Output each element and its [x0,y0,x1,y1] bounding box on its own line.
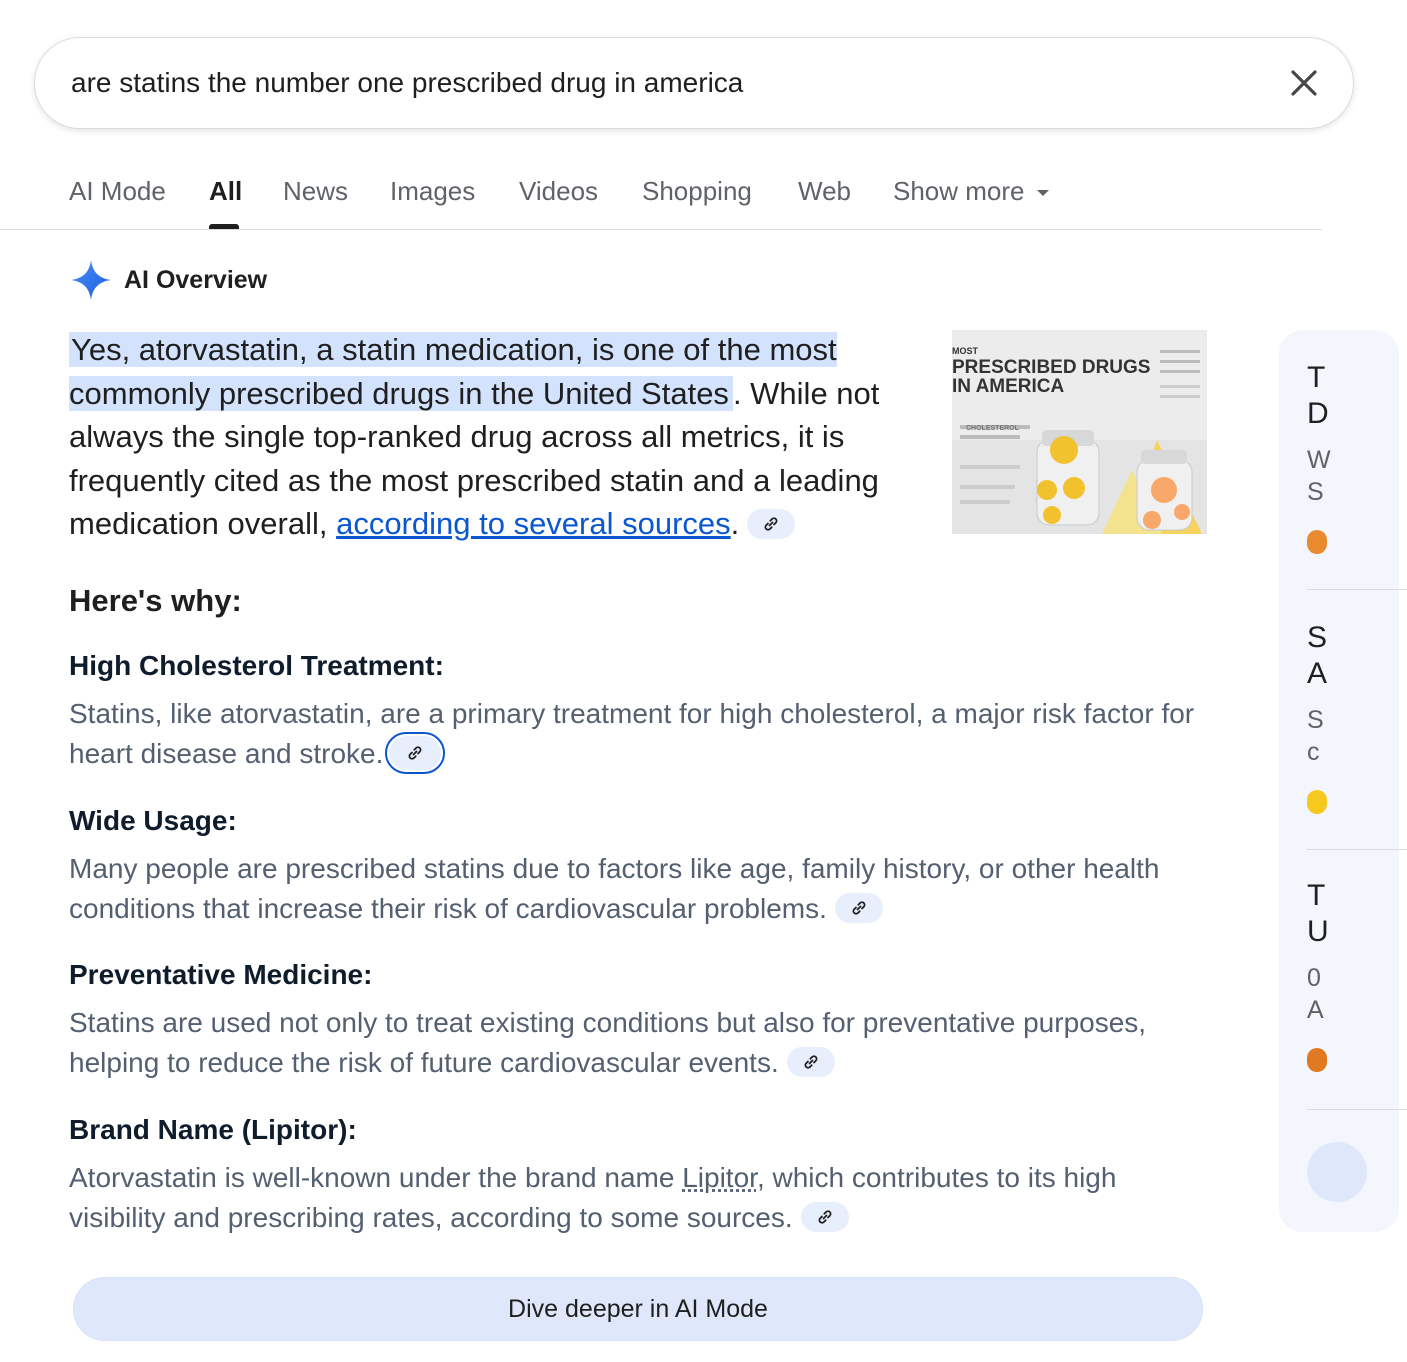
source-card[interactable] [1307,620,1407,768]
reason-text [69,1158,1209,1237]
thumb-label: CHOLESTEROL [966,425,1019,432]
link-icon [850,899,868,917]
active-tab-indicator [209,224,239,229]
tab-all[interactable]: All [209,176,243,206]
citation-button[interactable] [747,509,795,539]
citation-button[interactable] [835,893,883,923]
tab-ai-mode[interactable]: AI Mode [69,176,166,206]
reason-text [69,694,1209,776]
thumb-line3: IN AMERICA [952,376,1065,397]
source-title: T U [1307,879,1329,948]
link-icon [816,1208,834,1226]
lipitor-term[interactable]: Lipitor [682,1162,757,1193]
search-tabs [0,150,1322,230]
reason-text-body: Many people are prescribed statins due to factors like age, family history, or other health conditions that increase their risk of cardiovascular problems. [69,853,1160,924]
sparkle-icon [70,259,112,301]
caret-down-icon [1037,190,1049,196]
highlighted-answer: Yes, atorvastatin, a statin medication, is one of the most commonly prescribed drugs in the United States [69,332,837,411]
lead-text: . While not always the single top-ranked drug across all metrics, it is frequently cited as the most prescribed statin and a leading medication overall, [69,375,880,541]
citation-button[interactable] [801,1202,849,1232]
reason-text-body: Statins are used not only to treat existing conditions but also for preventative purposes, helping to reduce the risk of future cardiovascular events. [69,1007,1147,1078]
link-icon [762,515,780,533]
citation-button[interactable] [787,1047,835,1077]
ai-overview-header [70,258,267,302]
source-favicon [1307,1048,1327,1072]
why-heading: Here's why: [69,583,242,618]
tab-shopping[interactable]: Shopping [642,176,752,206]
dive-deeper-button[interactable]: Dive deeper in AI Mode [73,1277,1203,1341]
reason-item [69,957,1209,1082]
lead-end: . [730,506,740,541]
source-card[interactable] [1307,360,1407,508]
prescribed-drugs-image [952,330,1207,534]
divider [1307,849,1407,850]
citation-button[interactable] [385,732,445,774]
reason-text [69,849,1209,928]
sources-panel [1279,330,1399,1232]
divider [1307,1109,1407,1110]
clear-search-button[interactable] [1285,64,1323,102]
reason-heading: Wide Usage: [69,805,237,836]
source-snippet: 0 A [1307,964,1324,1024]
reason-text [69,1003,1209,1082]
sources-link[interactable]: according to several sources [336,506,731,541]
tab-videos[interactable]: Videos [519,176,599,206]
reason-text-after: , which contributes to its high visibility and prescribing rates, according to some sources. [69,1162,1117,1233]
link-icon [406,744,424,762]
reason-item [69,1112,1209,1237]
overview-thumbnail[interactable] [952,330,1207,534]
link-icon [802,1053,820,1071]
show-all-button[interactable] [1307,1142,1367,1202]
ai-overview-title: AI Overview [124,265,268,294]
source-favicon [1307,790,1327,814]
tab-show-more-label: Show more [893,176,1025,206]
tab-web[interactable]: Web [798,176,851,206]
reason-heading: High Cholesterol Treatment: [69,650,444,681]
reason-heading: Preventative Medicine: [69,959,373,990]
source-favicon [1307,530,1327,554]
overview-lead [69,328,939,546]
close-icon [1285,64,1323,102]
reason-heading: Brand Name (Lipitor): [69,1114,357,1145]
divider [1307,589,1407,590]
source-snippet: S c [1307,706,1324,766]
tab-news[interactable]: News [283,176,349,206]
source-title: T D [1307,361,1329,430]
reason-text-before: Atorvastatin is well-known under the brand name [69,1162,683,1193]
tab-show-more[interactable] [893,176,1049,207]
reason-text-body: Statins, like atorvastatin, are a primary treatment for high cholesterol, a major risk factor for heart disease and stroke. [69,698,1195,769]
search-bar [34,37,1354,129]
tab-images[interactable]: Images [390,176,476,206]
thumb-line2: PRESCRIBED DRUGS [952,357,1151,378]
search-input[interactable] [71,38,1251,128]
thumb-line1: MOST [952,346,978,356]
reason-item [69,648,1209,776]
source-title: S A [1307,621,1328,690]
source-snippet: W S [1307,446,1331,506]
reason-item [69,803,1209,928]
source-card[interactable] [1307,878,1407,1026]
